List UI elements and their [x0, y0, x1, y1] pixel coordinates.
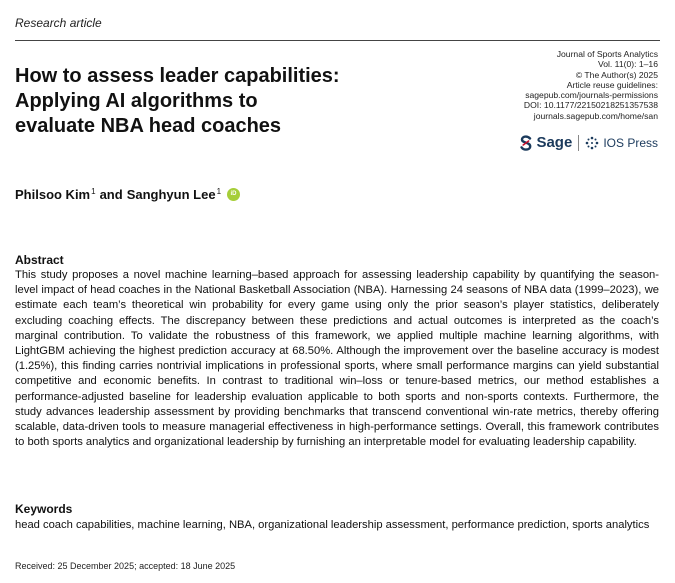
sage-logo [520, 134, 572, 151]
header-rule [15, 40, 660, 41]
author-conjunction: and [99, 187, 123, 202]
abstract-heading: Abstract [15, 253, 64, 267]
ios-press-logo [585, 136, 658, 150]
doi-link[interactable]: DOI: 10.1177/22150218251357538 [523, 100, 658, 111]
ios-press-dots-icon [585, 136, 599, 150]
copyright-line: © The Author(s) 2025 [575, 69, 658, 80]
sage-wordmark: Sage [536, 134, 573, 151]
sage-s-icon [520, 135, 532, 151]
article-title [15, 64, 445, 139]
abstract-text: This study proposes a novel machine learning–based approach for assessing leadership capability by quantifying the season-level impact of head coaches in the National Basketball Association (NBA). Harnessing 24 seasons of NBA data (1999–2023), we estimate each team’s theoretical win probability for every game using only the prior season’s player statistics, deliberately excluding coaching effects. The discrepancy between these predictions and actual outcomes is interpreted as the coach’s marginal contribution. To validate the robustness of this framework, we applied multiple machine learning algorithms, with LightGBM achieving the highest prediction accuracy at 68.50%. Although the improvement over the baseline accuracy is modest (1.25%), this finding carries nontrivial implications in professional sports, where small performance margins can yield substantial competitive and economic benefits. In contrast to traditional win–loss or tenure-based metrics, our method establishes a performance-adjusted baseline for leadership evaluation applicable to both sports and non-sports contexts. Furthermore, the study advances leadership assessment by providing benchmarks that transcend conventional win-rate metrics, thereby offering scalable, data-driven tools to measure managerial effectiveness in high-performance settings. Overall, this framework contributes to both sports analytics and organizational leadership by furnishing an interpretable model for evaluating leadership capability. [15, 269, 659, 449]
article-type-label: Research article [15, 16, 102, 30]
ios-press-wordmark: IOS Press [603, 135, 658, 150]
title-line: How to assess leader capabilities: [15, 65, 340, 87]
reuse-guidelines-label: Article reuse guidelines: [566, 79, 658, 90]
affiliation-marker: 1 [216, 187, 222, 196]
keywords-heading: Keywords [15, 502, 73, 516]
title-line: evaluate NBA head coaches [15, 115, 282, 137]
orcid-icon[interactable]: iD [227, 188, 240, 201]
title-line: Applying AI algorithms to [15, 90, 258, 112]
journal-meta [524, 49, 658, 121]
journal-home-link[interactable]: journals.sagepub.com/home/san [533, 110, 658, 121]
publisher-divider [578, 135, 579, 151]
publisher-logos [520, 134, 658, 151]
author-name[interactable]: Philsoo Kim [15, 187, 91, 202]
received-dates: Received: 25 December 2025; accepted: 18 June 2025 [15, 561, 236, 571]
permissions-link[interactable]: sagepub.com/journals-permissions [525, 90, 658, 101]
author-name[interactable]: Sanghyun Lee [126, 187, 216, 202]
journal-volume: Vol. 11(0): 1–16 [597, 59, 658, 70]
author-list [15, 187, 240, 202]
keywords-text: head coach capabilities, machine learning, NBA, organizational leadership assessment, performance prediction, sports analytics [15, 519, 650, 531]
journal-name: Journal of Sports Analytics [556, 49, 658, 59]
affiliation-marker: 1 [91, 187, 96, 196]
